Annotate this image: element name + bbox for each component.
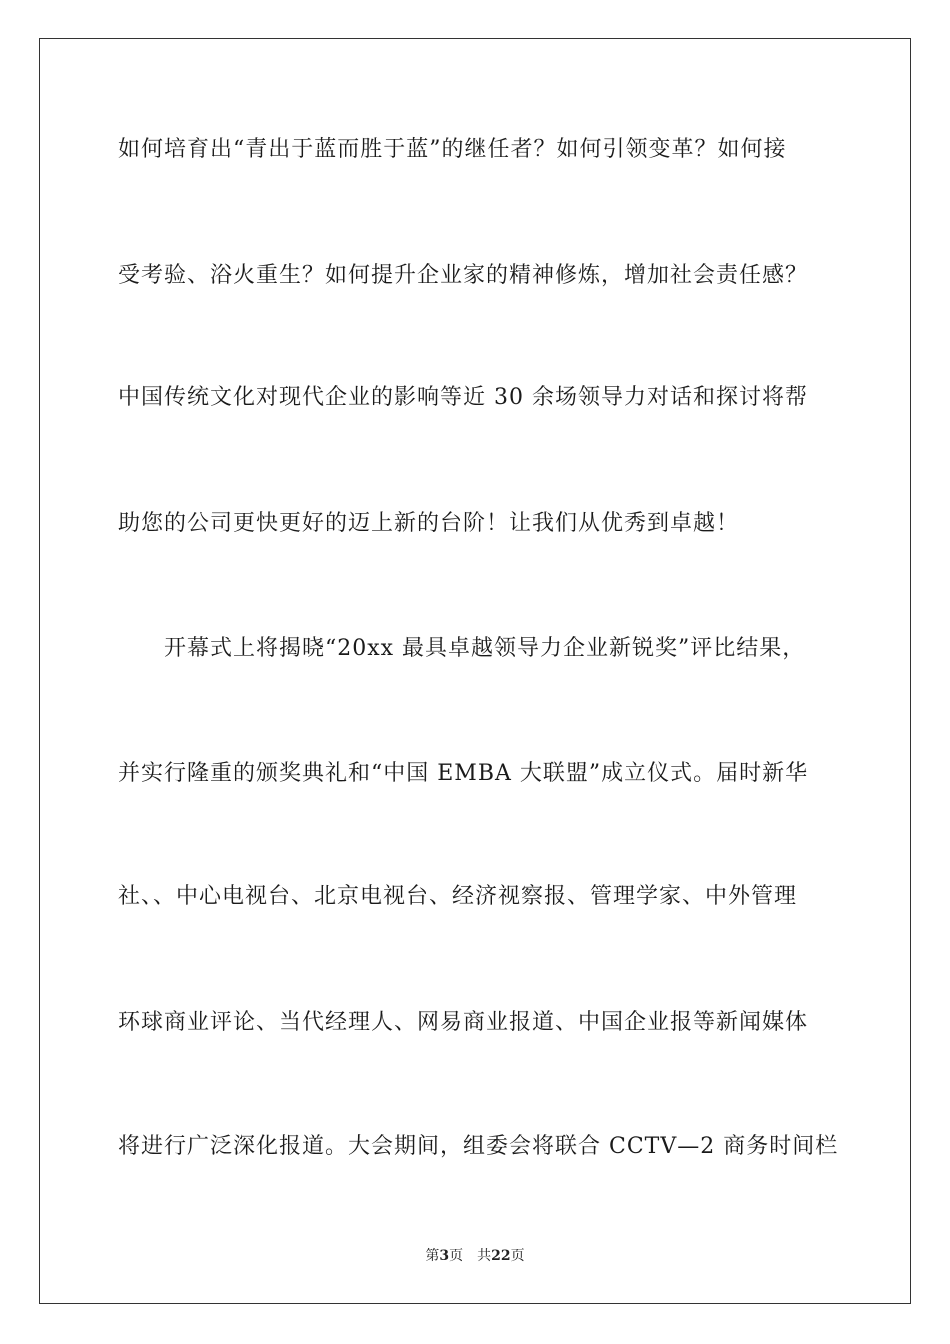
body-text-line: 中国传统文化对现代企业的影响等近 30 余场领导力对话和探讨将帮 bbox=[118, 385, 808, 410]
footer-total-suffix: 页 bbox=[510, 1248, 525, 1264]
body-text-line: 受考验、浴火重生？如何提升企业家的精神修炼，增加社会责任感？ bbox=[118, 263, 809, 288]
page-border bbox=[39, 38, 911, 1304]
footer-page-prefix: 第 bbox=[425, 1248, 440, 1264]
page-footer bbox=[0, 1246, 950, 1266]
footer-total-prefix: 共 bbox=[477, 1248, 492, 1264]
body-text-line: 将进行广泛深化报道。大会期间，组委会将联合 CCTV—2 商务时间栏 bbox=[118, 1134, 838, 1159]
body-text-line: 如何培育出“青出于蓝而胜于蓝”的继任者？如何引领变革？如何接 bbox=[118, 137, 787, 162]
body-text-line: 环球商业评论、当代经理人、网易商业报道、中国企业报等新闻媒体 bbox=[118, 1010, 809, 1035]
body-text-line: 并实行隆重的颁奖典礼和“中国 EMBA 大联盟”成立仪式。届时新华 bbox=[118, 761, 809, 786]
body-text-line-indented: 开幕式上将揭晓“20xx 最具卓越领导力企业新锐奖”评比结果， bbox=[164, 636, 806, 661]
body-text-line: 社、、中心电视台、北京电视台、经济视察报、管理学家、中外管理 bbox=[118, 884, 798, 909]
footer-page-suffix: 页 bbox=[449, 1248, 464, 1264]
footer-total-pages: 22 bbox=[491, 1248, 511, 1264]
footer-page-number: 3 bbox=[439, 1248, 450, 1264]
body-text-line: 助您的公司更快更好的迈上新的台阶！让我们从优秀到卓越！ bbox=[118, 511, 740, 536]
